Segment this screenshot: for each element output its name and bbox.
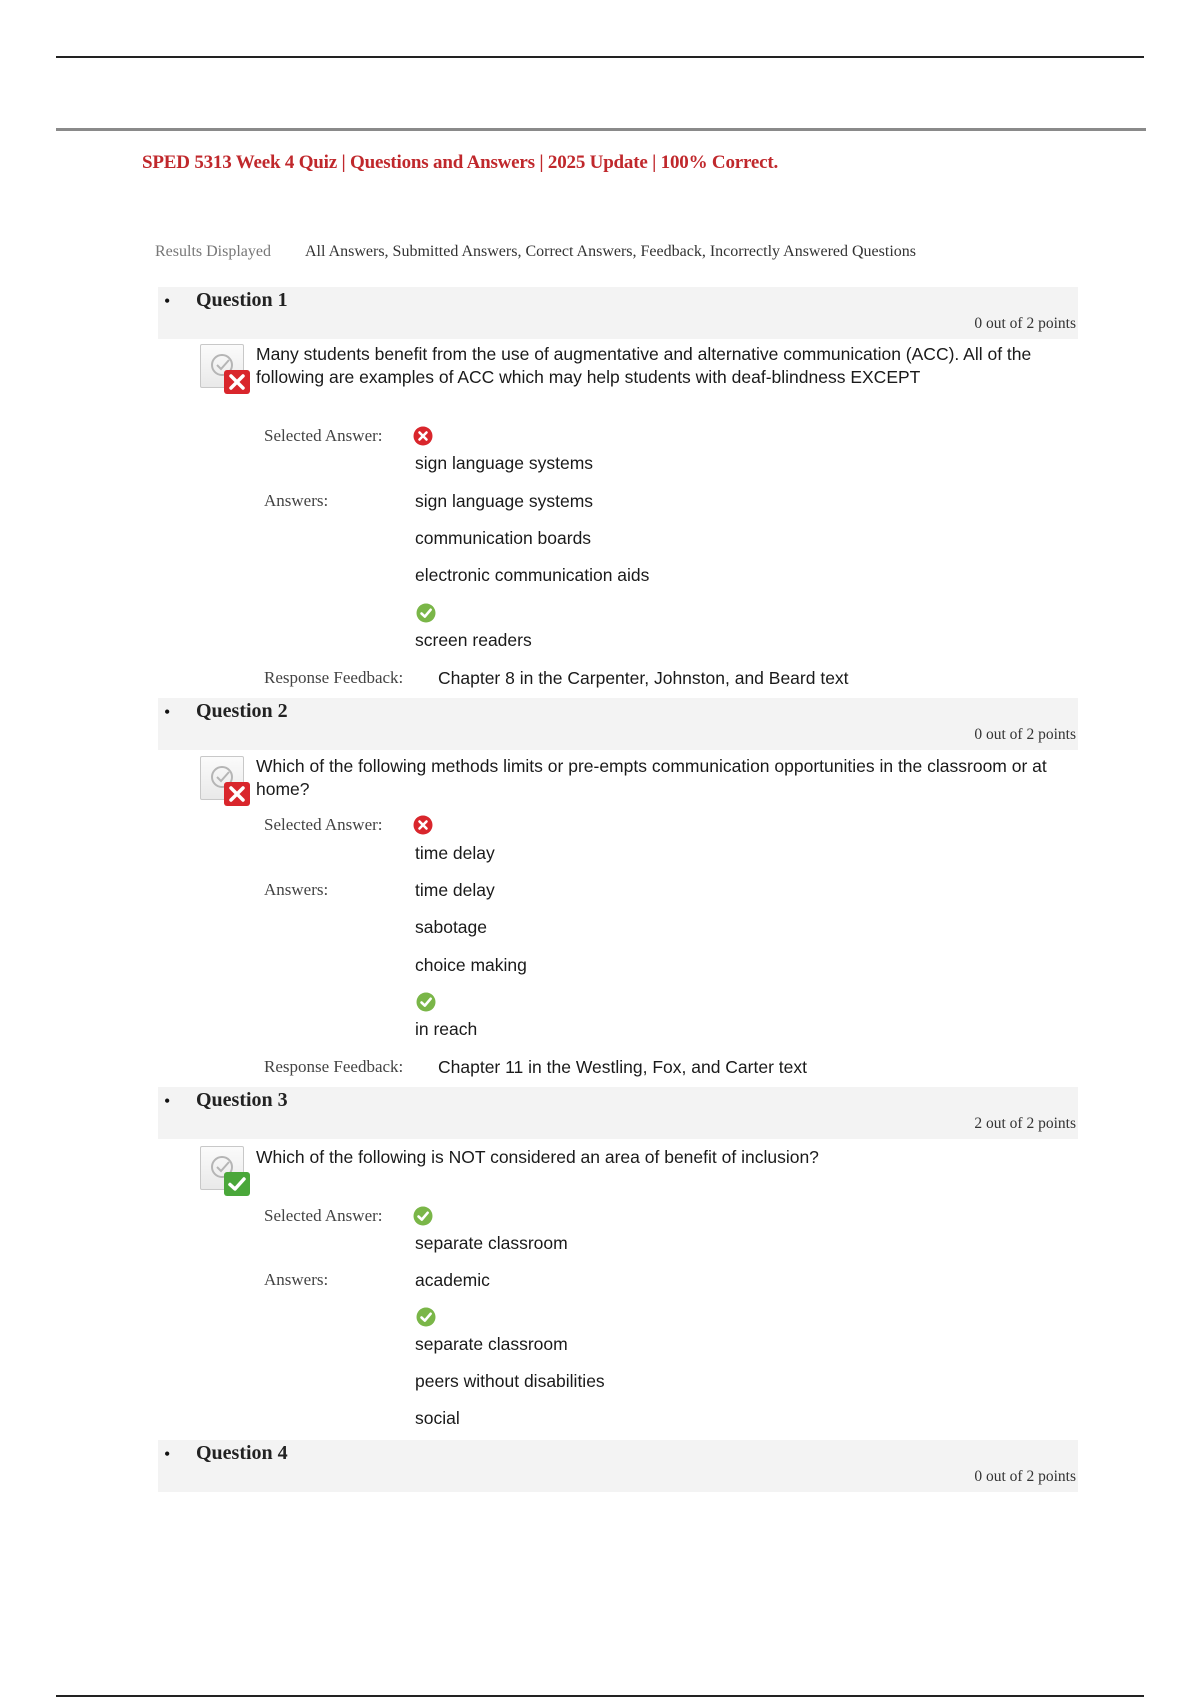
selected-answer-value: sign language systems [415, 453, 594, 473]
answers-label: Answers: [264, 880, 329, 899]
incorrect-badge-icon [224, 782, 250, 806]
document-title: SPED 5313 Week 4 Quiz | Questions and Answers | 2025 Update | 100% Correct. [142, 152, 779, 173]
selected-answer-label: Selected Answer: [264, 815, 383, 834]
question-points: 2 out of 2 points [974, 1115, 1076, 1132]
incorrect-badge-icon [224, 370, 250, 394]
selected-answer-label: Selected Answer: [264, 1206, 383, 1225]
bullet: • [164, 1091, 171, 1111]
correct-answer-option: screen readers [415, 630, 532, 650]
question-header [158, 698, 1078, 750]
bullet: • [164, 1444, 171, 1464]
question-status-icon [200, 1146, 250, 1196]
selected-answer-value: time delay [415, 843, 495, 863]
answers-label: Answers: [264, 491, 329, 510]
selected-answer-label: Selected Answer: [264, 426, 383, 445]
question-title: Question 4 [196, 1442, 288, 1464]
question-header [158, 287, 1078, 339]
question-header [158, 1440, 1078, 1492]
bottom-rule [56, 1695, 1144, 1697]
results-label: Results Displayed [155, 243, 271, 260]
question-status-icon [200, 344, 250, 394]
answer-option: choice making [415, 955, 527, 975]
bullet: • [164, 291, 171, 311]
correct-badge-icon [224, 1172, 250, 1196]
question-title: Question 3 [196, 1089, 288, 1111]
x-circle-icon [413, 815, 433, 835]
selected-answer-value: separate classroom [415, 1233, 568, 1253]
correct-answer-option: in reach [415, 1019, 478, 1039]
check-circle-icon [413, 1206, 433, 1226]
header-rule [56, 128, 1146, 131]
question-text: Which of the following methods limits or pre-empts communication opportunities in the classroom or at home? [256, 756, 1047, 799]
bullet: • [164, 702, 171, 722]
check-circle-icon [416, 992, 436, 1012]
answer-option: communication boards [415, 528, 592, 548]
answer-option: social [415, 1408, 460, 1428]
x-circle-icon [413, 426, 433, 446]
question-points: 0 out of 2 points [974, 726, 1076, 743]
answer-option: electronic communication aids [415, 565, 650, 585]
question-points: 0 out of 2 points [974, 315, 1076, 332]
answers-label: Answers: [264, 1270, 329, 1289]
check-circle-icon [416, 1307, 436, 1327]
answer-option: sign language systems [415, 491, 594, 511]
answer-option: time delay [415, 880, 495, 900]
correct-answer-option: separate classroom [415, 1334, 568, 1354]
question-points: 0 out of 2 points [974, 1468, 1076, 1485]
question-title: Question 1 [196, 289, 288, 311]
response-feedback-text: Chapter 11 in the Westling, Fox, and Carter text [438, 1057, 807, 1077]
response-feedback-text: Chapter 8 in the Carpenter, Johnston, and Beard text [438, 668, 849, 688]
top-rule [56, 56, 1144, 58]
question-title: Question 2 [196, 700, 288, 722]
results-value: All Answers, Submitted Answers, Correct Answers, Feedback, Incorrectly Answered Questions [305, 243, 916, 260]
answer-option: sabotage [415, 917, 488, 937]
question-header [158, 1087, 1078, 1139]
check-circle-icon [416, 603, 436, 623]
question-status-icon [200, 756, 250, 806]
answer-option: peers without disabilities [415, 1371, 605, 1391]
question-text: Many students benefit from the use of augmentative and alternative communication (ACC). All of the following are examples of ACC which may help students with deaf-blindness EXCEPT [256, 344, 1032, 387]
response-feedback-label: Response Feedback: [264, 1057, 404, 1076]
question-text: Which of the following is NOT considered an area of benefit of inclusion? [256, 1147, 819, 1167]
response-feedback-label: Response Feedback: [264, 668, 404, 687]
answer-option: academic [415, 1270, 490, 1290]
